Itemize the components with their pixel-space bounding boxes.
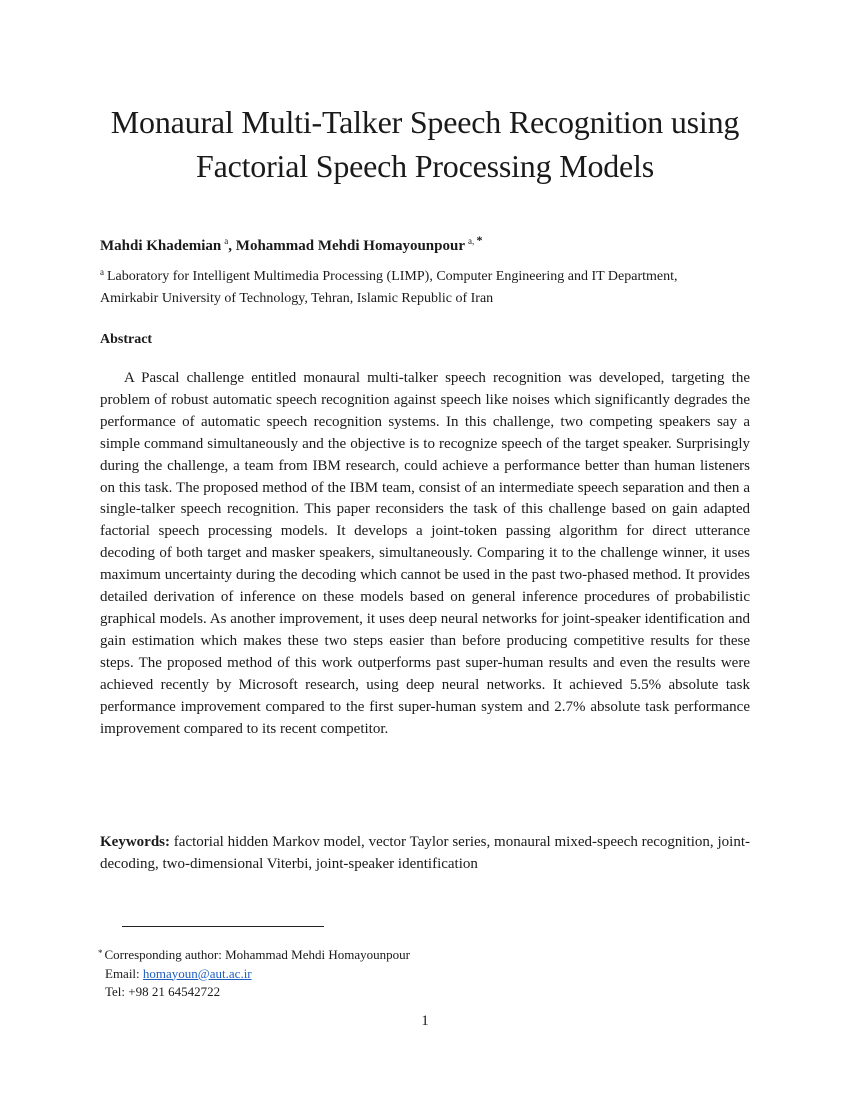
affiliation-mark: a — [100, 267, 104, 277]
author-separator: , — [228, 238, 236, 254]
email-link[interactable]: homayoun@aut.ac.ir — [142, 965, 252, 981]
footnote-divider — [122, 926, 324, 927]
author-2-sup-text: a, — [467, 236, 477, 246]
affiliation-line-2: Amirkabir University of Technology, Tehran, Islamic Republic of Iran — [100, 291, 494, 306]
affiliation — [100, 261, 750, 310]
footnote-email-line — [98, 965, 410, 984]
affiliation-line-1 — [100, 261, 750, 288]
keywords-text: factorial hidden Markov model, vector Taylor series, monaural mixed-speech recognition, joint-decoding, two-dimensional Viterbi, joint-speaker identification — [100, 834, 750, 872]
footnote-tel: Tel: +98 21 64542722 — [105, 984, 221, 999]
footnote-corresponding — [98, 944, 410, 965]
author-2-name: Mohammad Mehdi Homayounpour — [235, 238, 465, 254]
title-line-2: Factorial Speech Processing Models — [196, 148, 654, 184]
paper-title — [60, 100, 790, 188]
corresponding-star: * — [476, 233, 483, 247]
author-1-affiliation-mark: a — [224, 236, 229, 246]
author-list — [100, 233, 482, 255]
footnotes — [98, 944, 410, 1002]
author-2-affiliation-mark — [467, 233, 483, 247]
title-line-1: Monaural Multi-Talker Speech Recognition using — [110, 104, 740, 140]
footnote-star: * — [98, 948, 103, 958]
keywords-label: Keywords: — [100, 834, 170, 850]
affiliation-text-1: Laboratory for Intelligent Multimedia Processing (LIMP), Computer Engineering and IT Department, — [107, 269, 678, 284]
footnote-email-label: Email: — [105, 965, 143, 981]
page-number: 1 — [421, 1013, 429, 1029]
abstract-heading: Abstract — [100, 332, 153, 347]
keywords — [100, 831, 750, 875]
abstract-body: A Pascal challenge entitled monaural multi-talker speech recognition was developed, targeting the problem of robust automatic speech recognition against speech like noises which significantly degrades the performance of automatic speech recognition systems. In this challenge, two competing speakers say a simple command simultaneously and the objective is to recognize speech of the target speaker. Surprisingly during the challenge, a team from IBM research, could achieve a performance better than human listeners on this task. The proposed method of the IBM team, consist of an intermediate speech separation and then a single-talker speech recognition. This paper reconsiders the task of this challenge based on gain adapted factorial speech processing models. It develops a joint-token passing algorithm for direct utterance decoding of both target and masker speakers, simultaneously. Comparing it to the challenge winner, it uses maximum uncertainty during the decoding which cannot be used in the past two-phased method. It provides detailed derivation of inference on these models based on general inference procedures of probabilistic graphical models. As another improvement, it uses deep neural networks for joint-speaker identification and gain estimation which makes these two steps easier than before producing competitive results for these steps. The proposed method of this work outperforms past super-human results and even the results were achieved recently by Microsoft research, using deep neural networks. It achieved 5.5% absolute task performance improvement compared to the first super-human system and 2.7% absolute task performance improvement compared to its recent competitor. — [100, 370, 750, 737]
footnote-corresponding-text: Corresponding author: Mohammad Mehdi Homayounpour — [104, 947, 410, 962]
author-1-name: Mahdi Khademian — [100, 238, 222, 254]
